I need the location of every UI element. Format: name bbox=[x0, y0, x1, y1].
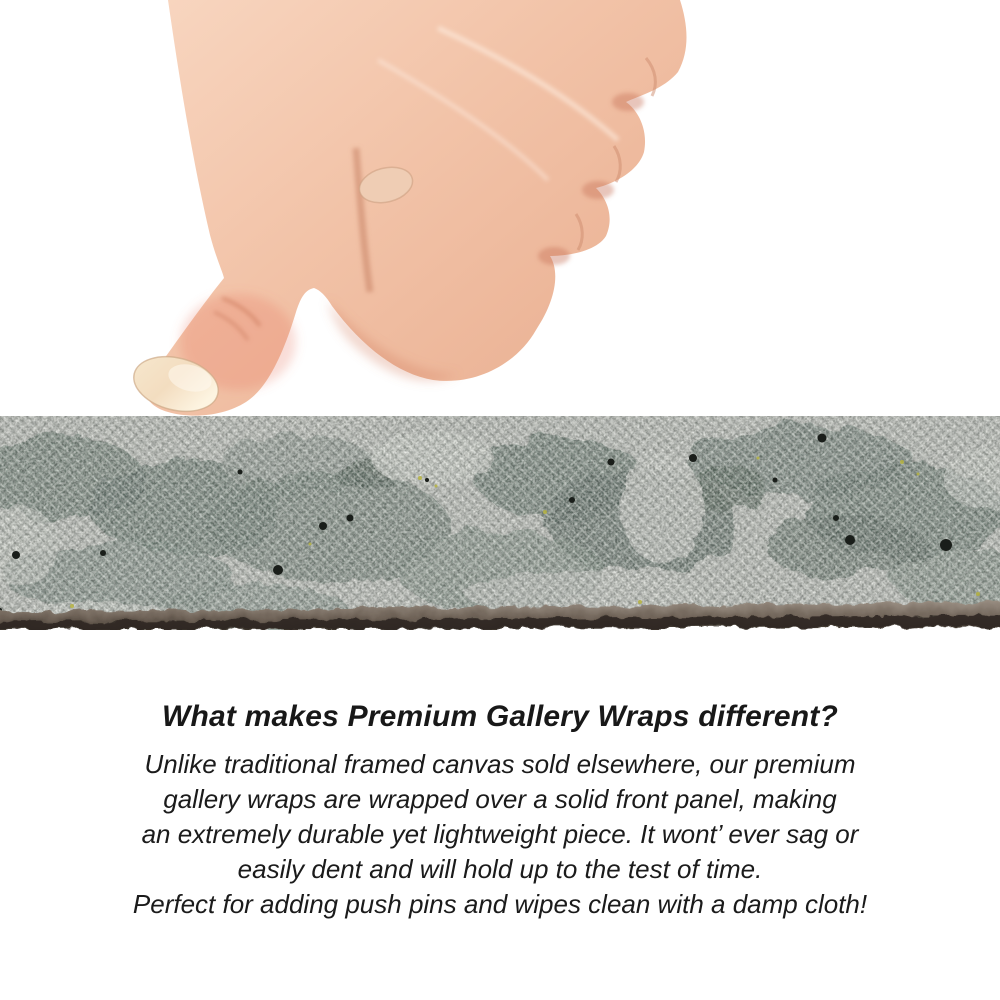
canvas-edge-strip bbox=[0, 416, 1000, 630]
caption-line-5: Perfect for adding push pins and wipes clean with a damp cloth! bbox=[132, 889, 868, 919]
canvas-edge-photo bbox=[0, 416, 1000, 630]
caption-line-3: an extremely durable yet lightweight piece. It wont’ ever sag or bbox=[141, 819, 859, 849]
caption-heading: What makes Premium Gallery Wraps different? bbox=[161, 700, 839, 733]
knuckle-valley-shadow bbox=[582, 181, 614, 199]
knuckle-valley-shadow bbox=[538, 247, 570, 265]
caption-line-2: gallery wraps are wrapped over a solid front panel, making bbox=[163, 784, 837, 814]
canvas-grain-light bbox=[0, 416, 1000, 618]
knuckle-valley-shadow bbox=[612, 93, 644, 111]
caption-line-4: easily dent and will hold up to the test of time. bbox=[237, 854, 763, 884]
caption-block bbox=[0, 700, 1000, 922]
caption-line-1: Unlike traditional framed canvas sold elsewhere, our premium bbox=[144, 749, 856, 779]
hand-photo bbox=[128, 0, 693, 418]
hand-graphic bbox=[128, 0, 693, 418]
